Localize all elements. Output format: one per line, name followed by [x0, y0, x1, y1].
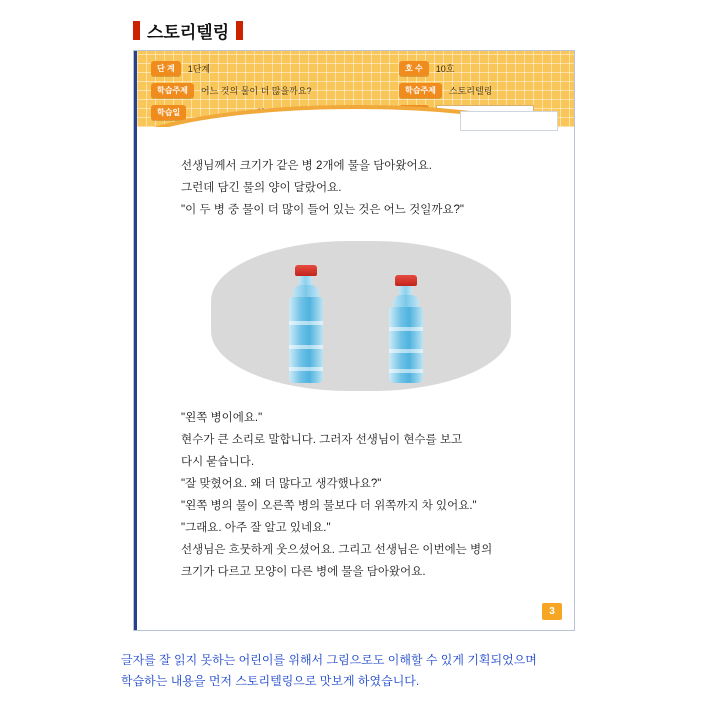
- field-topic: [151, 83, 399, 98]
- story-dialogue-line: 현수가 큰 소리로 말합니다. 그러자 선생님이 현수를 보고: [181, 434, 463, 446]
- bottle-left: [289, 265, 323, 383]
- field-date-tag: 학습일: [151, 105, 186, 120]
- worksheet-inner: [134, 51, 574, 630]
- story-body: [137, 127, 574, 583]
- worksheet-row: [151, 60, 560, 76]
- bottle-ring: [289, 345, 323, 349]
- heading-title: 스토리텔링: [147, 23, 230, 42]
- story-intro-line: 그런데 담긴 물의 양이 달랐어요.: [181, 182, 342, 194]
- bottle-ring: [389, 369, 423, 373]
- bottle-ring: [389, 349, 423, 353]
- bottle-body: [389, 307, 423, 383]
- section-heading: [133, 18, 243, 43]
- bottle-cap-icon: [395, 275, 417, 286]
- caption-line-2: 학습하는 내용을 먼저 스토리텔링으로 맛보게 하였습니다.: [121, 674, 420, 688]
- bottle-shoulder: [393, 295, 419, 307]
- bottle-right: [389, 275, 423, 383]
- page-number-badge: 3: [542, 603, 562, 620]
- field-stage: [151, 61, 399, 76]
- field-subject-value: 스토리텔링: [448, 85, 493, 96]
- story-intro-line: 선생님께서 크기가 같은 병 2개에 물을 담아왔어요.: [181, 160, 432, 172]
- story-dialogue-line: "왼쪽 병의 물이 오른쪽 병의 물보다 더 위쪽까지 차 있어요.": [181, 500, 477, 512]
- bottle-ring: [289, 321, 323, 325]
- caption-line-1: 글자를 잘 읽지 못하는 어린이를 위해서 그림으로도 이해할 수 있게 기획되었으며: [121, 653, 537, 667]
- story-dialogue-line: 다시 묻습니다.: [181, 456, 255, 468]
- story-intro-line: "이 두 병 중 물이 더 많이 들어 있는 것은 어느 것일까요?": [181, 204, 464, 216]
- field-subject: [399, 83, 492, 98]
- heading-bar-right-icon: [236, 21, 243, 40]
- field-issue: [399, 61, 454, 76]
- story-dialogue-line: "왼쪽 병이에요.": [181, 412, 263, 424]
- bottle-body: [289, 297, 323, 383]
- bottle-neck: [299, 276, 312, 285]
- field-topic-tag: 학습주제: [151, 83, 194, 98]
- student-name-field[interactable]: [460, 111, 558, 131]
- heading-bar-left-icon: [133, 21, 140, 40]
- bottles-illustration: [211, 241, 511, 391]
- worksheet-row: [151, 82, 560, 98]
- worksheet-card: [133, 50, 575, 631]
- bottle-neck: [399, 286, 412, 295]
- bottle-cap-icon: [295, 265, 317, 276]
- bottle-shoulder: [293, 285, 319, 297]
- story-dialogue-line: 선생님은 흐뭇하게 웃으셨어요. 그리고 선생님은 이번에는 병의: [181, 544, 493, 556]
- caption: [121, 650, 591, 692]
- field-stage-value: 1단계: [187, 63, 211, 74]
- field-subject-tag: 학습주제: [399, 83, 442, 98]
- field-issue-value: 10호: [435, 63, 455, 74]
- story-dialogue-line: "그래요. 아주 잘 알고 있네요.": [181, 522, 331, 534]
- field-topic-value: 어느 것의 물이 더 많을까요?: [200, 85, 312, 96]
- story-dialogue-line: 크기가 다르고 모양이 다른 병에 물을 담아왔어요.: [181, 566, 426, 578]
- bottle-ring: [389, 327, 423, 331]
- field-stage-tag: 단 계: [151, 61, 181, 76]
- story-dialogue-line: "잘 맞혔어요. 왜 더 많다고 생각했나요?": [181, 478, 382, 490]
- illustration-backdrop: [211, 241, 511, 391]
- bottle-ring: [289, 367, 323, 371]
- field-issue-tag: 호 수: [399, 61, 429, 76]
